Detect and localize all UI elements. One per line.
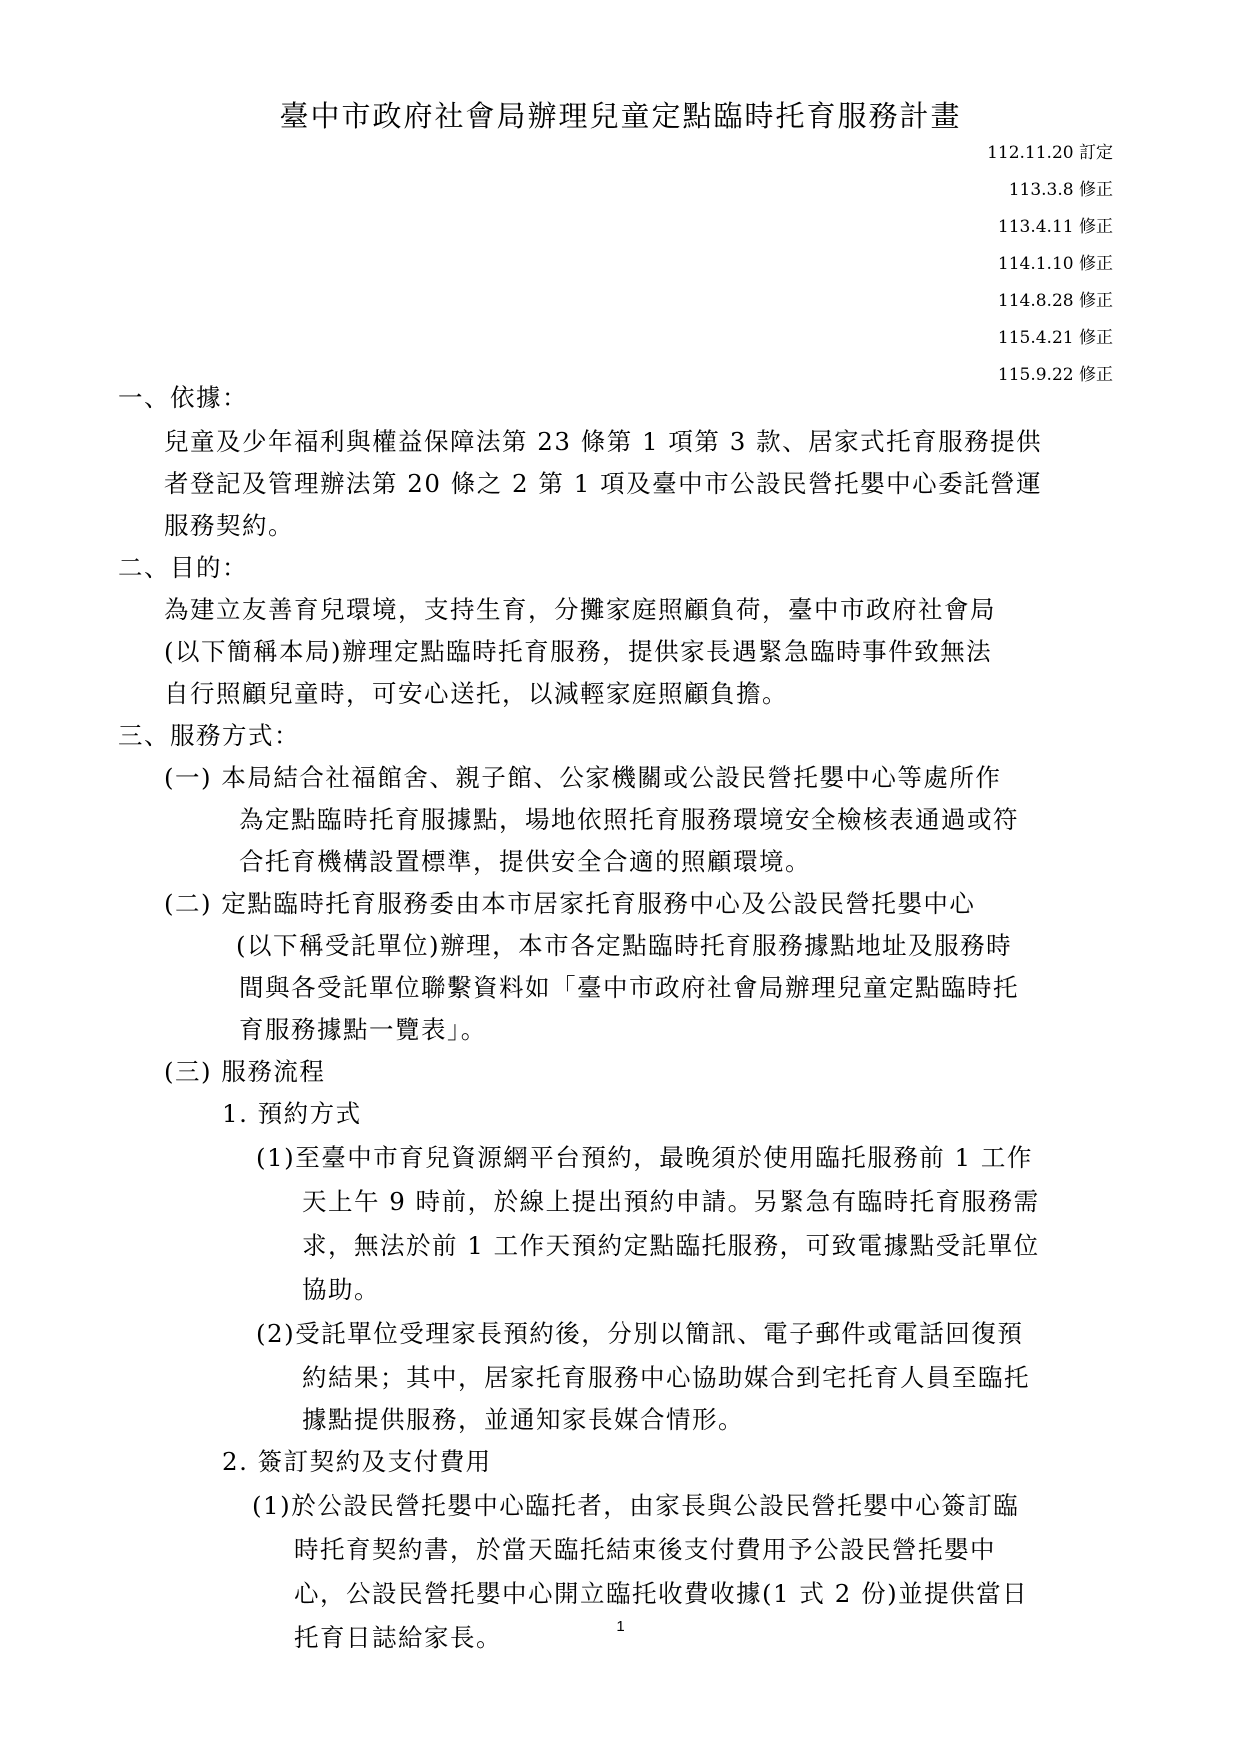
sub-sub-list-item: (2)受託單位受理家長預約後，分別以簡訊、電子郵件或電話回復預 [256,1319,1024,1348]
paragraph-line: (以下簡稱本局)辦理定點臨時托育服務，提供家長遇緊急臨時事件致無法 [164,637,993,666]
section-heading-service: 三、服務方式： [118,721,300,750]
revision-date: 115.4.21 修正 [997,328,1113,348]
document-title: 臺中市政府社會局辦理兒童定點臨時托育服務計畫 [279,99,962,133]
section-heading-purpose: 二、目的： [118,553,248,582]
revision-date: 114.1.10 修正 [997,254,1113,274]
paragraph-line: 間與各受託單位聯繫資料如「臺中市政府社會局辦理兒童定點臨時托 [239,973,1019,1002]
list-item: (三) 服務流程 [164,1057,326,1086]
paragraph-line: 為建立友善育兒環境，支持生育，分攤家庭照顧負荷，臺中市政府社會局 [164,595,996,624]
paragraph-line: 據點提供服務，並通知家長媒合情形。 [302,1405,744,1434]
sub-list-item: 1. 預約方式 [222,1099,362,1128]
paragraph-line: 服務契約。 [164,511,294,540]
paragraph-line: 兒童及少年福利與權益保障法第 23 條第 1 項第 3 款、居家式托育服務提供 [164,427,1043,456]
paragraph-line: 求，無法於前 1 工作天預約定點臨托服務，可致電據點受託單位 [302,1231,1040,1260]
revision-history [987,135,1113,394]
revision-date: 113.3.8 修正 [1008,180,1113,200]
paragraph-line: 時托育契約書，於當天臨托結束後支付費用予公設民營托嬰中 [294,1535,996,1564]
paragraph-line: 育服務據點一覽表」。 [239,1015,487,1044]
section-heading-basis: 一、依據： [118,383,248,412]
sub-sub-list-item: (1)於公設民營托嬰中心臨托者，由家長與公設民營托嬰中心簽訂臨 [252,1491,1020,1520]
revision-date: 115.9.22 修正 [997,365,1113,385]
revision-date: 114.8.28 修正 [997,291,1113,311]
revision-date: 112.11.20 訂定 [987,143,1113,163]
paragraph-line: 協助。 [302,1275,380,1304]
paragraph-line: (以下稱受託單位)辦理，本市各定點臨時托育服務據點地址及服務時 [236,931,1013,960]
list-item: (二) 定點臨時托育服務委由本市居家托育服務中心及公設民營托嬰中心 [164,889,976,918]
revision-date: 113.4.11 修正 [997,217,1113,237]
paragraph-line: 為定點臨時托育服據點，場地依照托育服務環境安全檢核表通過或符 [239,805,1019,834]
sub-list-item: 2. 簽訂契約及支付費用 [222,1447,492,1476]
paragraph-line: 自行照顧兒童時，可安心送托，以減輕家庭照顧負擔。 [164,679,788,708]
list-item: (一) 本局結合社福館舍、親子館、公家機關或公設民營托嬰中心等處所作 [164,763,1002,792]
sub-sub-list-item: (1)至臺中市育兒資源網平台預約，最晚須於使用臨托服務前 1 工作 [256,1143,1033,1172]
page-number: 1 [616,1618,625,1635]
paragraph-line: 天上午 9 時前，於線上提出預約申請。另緊急有臨時托育服務需 [302,1187,1040,1216]
paragraph-line: 合托育機構設置標準，提供安全合適的照顧環境。 [239,847,811,876]
paragraph-line: 托育日誌給家長。 [294,1623,502,1652]
paragraph-line: 者登記及管理辦法第 20 條之 2 第 1 項及臺中市公設民營托嬰中心委託營運 [164,469,1043,498]
paragraph-line: 心，公設民營托嬰中心開立臨托收費收據(1 式 2 份)並提供當日 [294,1579,1029,1608]
paragraph-line: 約結果；其中，居家托育服務中心協助媒合到宅托育人員至臨托 [302,1363,1030,1392]
